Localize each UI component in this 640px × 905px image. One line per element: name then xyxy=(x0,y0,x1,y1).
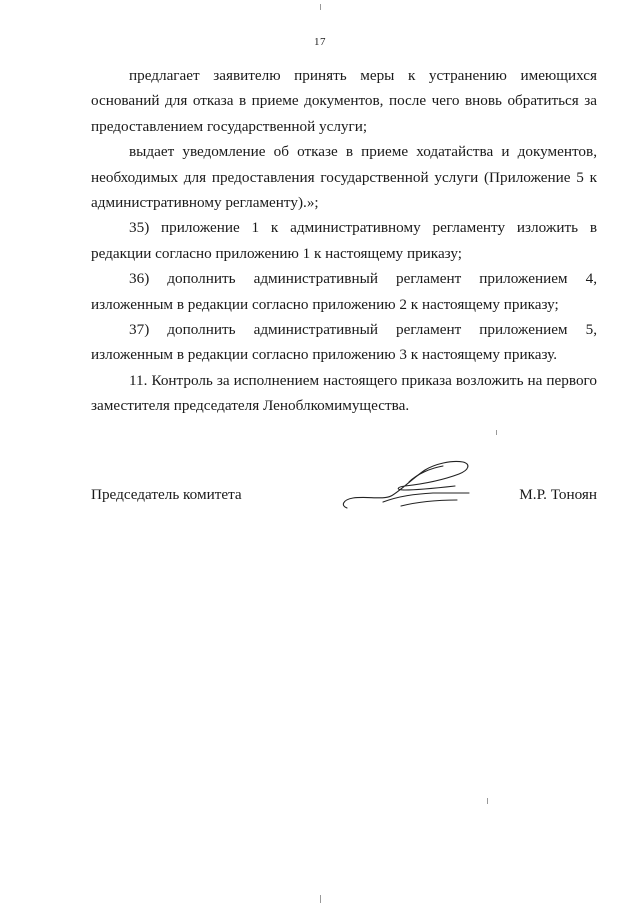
handwritten-signature xyxy=(339,456,479,518)
signature-block xyxy=(91,482,597,512)
paragraph-item-37: 37) дополнить административный регламент приложением 5, изложенным в редакции согласно приложению 3 к настоящему приказу. xyxy=(91,321,597,364)
paragraph-item-11: 11. Контроль за исполнением настоящего приказа возложить на первого заместителя председателя Леноблкомимущества. xyxy=(91,371,597,415)
scan-speck xyxy=(487,798,488,804)
scan-speck xyxy=(320,895,321,903)
document-body xyxy=(91,63,597,419)
scan-speck xyxy=(320,4,321,10)
signer-name: М.Р. Тоноян xyxy=(519,486,597,503)
page-number: 17 xyxy=(314,36,326,48)
paragraph-item-35: 35) приложение 1 к административному регламенту изложить в редакции согласно приложению 1 к настоящему приказу; xyxy=(91,219,597,262)
paragraph-notify-applicant: предлагает заявителю принять меры к устранению имеющихся оснований для отказа в приеме документов, после чего вновь обратиться за предоставлением государственной услуги; xyxy=(91,67,597,135)
paragraph-item-36: 36) дополнить административный регламент приложением 4, изложенным в редакции согласно приложению 2 к настоящему приказу; xyxy=(91,270,597,313)
paragraph-refusal-notice: выдает уведомление об отказе в приеме ходатайства и документов, необходимых для предоставления государственной услуги (Приложение 5 к административному регламенту).»; xyxy=(91,143,597,212)
signer-title: Председатель комитета xyxy=(91,486,242,503)
scan-speck xyxy=(496,430,497,435)
